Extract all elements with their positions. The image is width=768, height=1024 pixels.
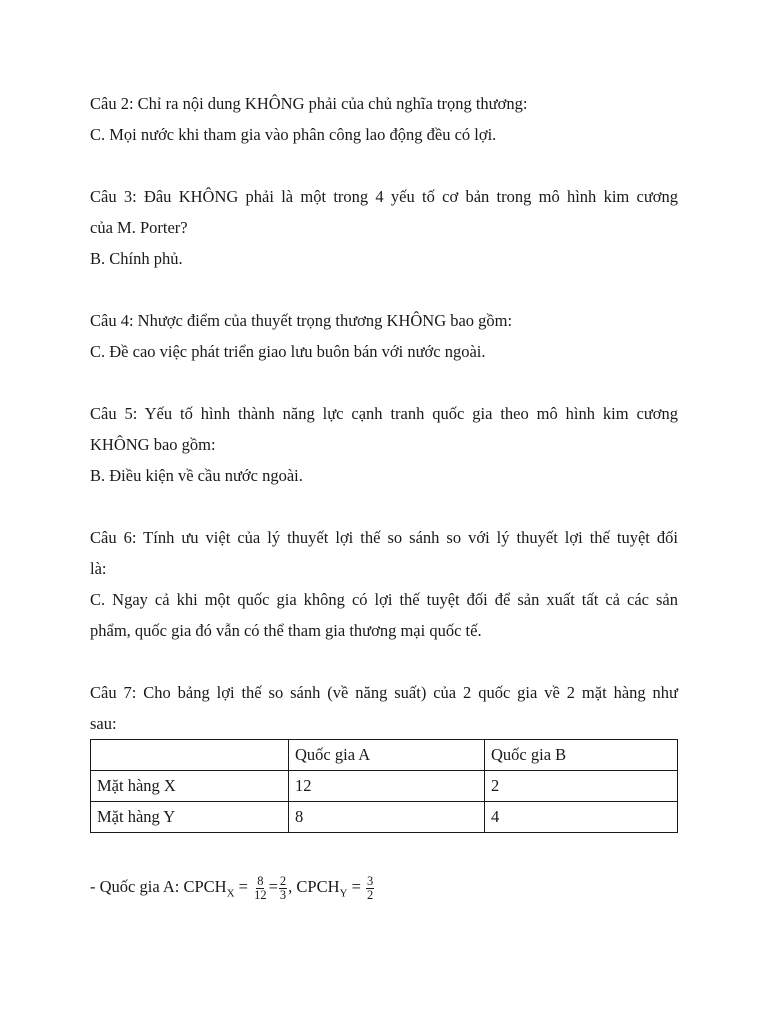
question-3-answer: B. Chính phủ.: [90, 249, 183, 268]
formula-equals: =: [234, 877, 253, 896]
question-3-prompt-line-2: của M. Porter?: [90, 218, 188, 237]
formula-equals: =: [347, 877, 366, 896]
question-5-answer: B. Điều kiện về cầu nước ngoài.: [90, 466, 303, 485]
table-header-row: [91, 740, 678, 771]
question-6-answer-line-2: phẩm, quốc gia đó vẫn có thể tham gia thương mại quốc tế.: [90, 621, 482, 640]
formula-subscript-x: X: [226, 887, 235, 900]
question-4: [90, 305, 678, 367]
fraction-denominator: 12: [254, 887, 267, 902]
question-2: [90, 88, 678, 150]
fraction-2-3: [279, 875, 287, 902]
question-3-prompt-line-1: Câu 3: Đâu KHÔNG phải là một trong 4 yếu tố cơ bản trong mô hình kim cương: [90, 187, 678, 206]
fraction-numerator: 3: [367, 873, 374, 888]
table-header-cell: Quốc gia A: [289, 740, 485, 771]
fraction-3-2: [366, 875, 374, 902]
cost-formula-country-a: [90, 867, 678, 913]
fraction-8-12: [253, 875, 268, 902]
table-cell: 12: [289, 771, 485, 802]
question-6: [90, 522, 678, 646]
question-5-prompt-line-2: KHÔNG bao gồm:: [90, 435, 216, 454]
question-6-prompt-line-2: là:: [90, 559, 107, 578]
table-row: [91, 771, 678, 802]
table-cell: Mặt hàng Y: [91, 802, 289, 833]
table-cell: 8: [289, 802, 485, 833]
table-row: [91, 802, 678, 833]
fraction-denominator: 2: [367, 887, 374, 902]
table-cell: Mặt hàng X: [91, 771, 289, 802]
question-7-prompt-line-1: Câu 7: Cho bảng lợi thế so sánh (về năng suất) của 2 quốc gia về 2 mặt hàng như: [90, 683, 678, 702]
question-4-answer: C. Đề cao việc phát triển giao lưu buôn bán với nước ngoài.: [90, 342, 486, 361]
question-4-prompt: Câu 4: Nhược điểm của thuyết trọng thương KHÔNG bao gồm:: [90, 311, 513, 330]
question-6-answer-line-1: C. Ngay cả khi một quốc gia không có lợi thế tuyệt đối để sản xuất tất cả các sản: [90, 590, 678, 609]
table-cell: 4: [485, 802, 678, 833]
document-page: [90, 88, 678, 913]
formula-prefix: - Quốc gia A: CPCH: [90, 877, 227, 896]
formula-mid: , CPCH: [288, 877, 340, 896]
formula-subscript-y: Y: [339, 887, 348, 900]
table-header-cell: [91, 740, 289, 771]
question-3: [90, 181, 678, 274]
fraction-numerator: 2: [279, 873, 287, 888]
fraction-numerator: 8: [257, 873, 264, 888]
table-cell: 2: [485, 771, 678, 802]
question-2-prompt: Câu 2: Chỉ ra nội dung KHÔNG phải của chủ nghĩa trọng thương:: [90, 94, 528, 113]
question-5: [90, 398, 678, 491]
question-7: [90, 677, 678, 833]
fraction-denominator: 3: [279, 887, 287, 902]
productivity-table: [90, 739, 678, 833]
formula-equals: =: [268, 877, 278, 896]
question-2-answer: C. Mọi nước khi tham gia vào phân công lao động đều có lợi.: [90, 125, 497, 144]
question-6-prompt-line-1: Câu 6: Tính ưu việt của lý thuyết lợi thế so sánh so với lý thuyết lợi thế tuyệt đối: [90, 528, 678, 547]
question-7-prompt-line-2: sau:: [90, 714, 117, 733]
table-header-cell: Quốc gia B: [485, 740, 678, 771]
question-5-prompt-line-1: Câu 5: Yếu tố hình thành năng lực cạnh tranh quốc gia theo mô hình kim cương: [90, 404, 678, 423]
